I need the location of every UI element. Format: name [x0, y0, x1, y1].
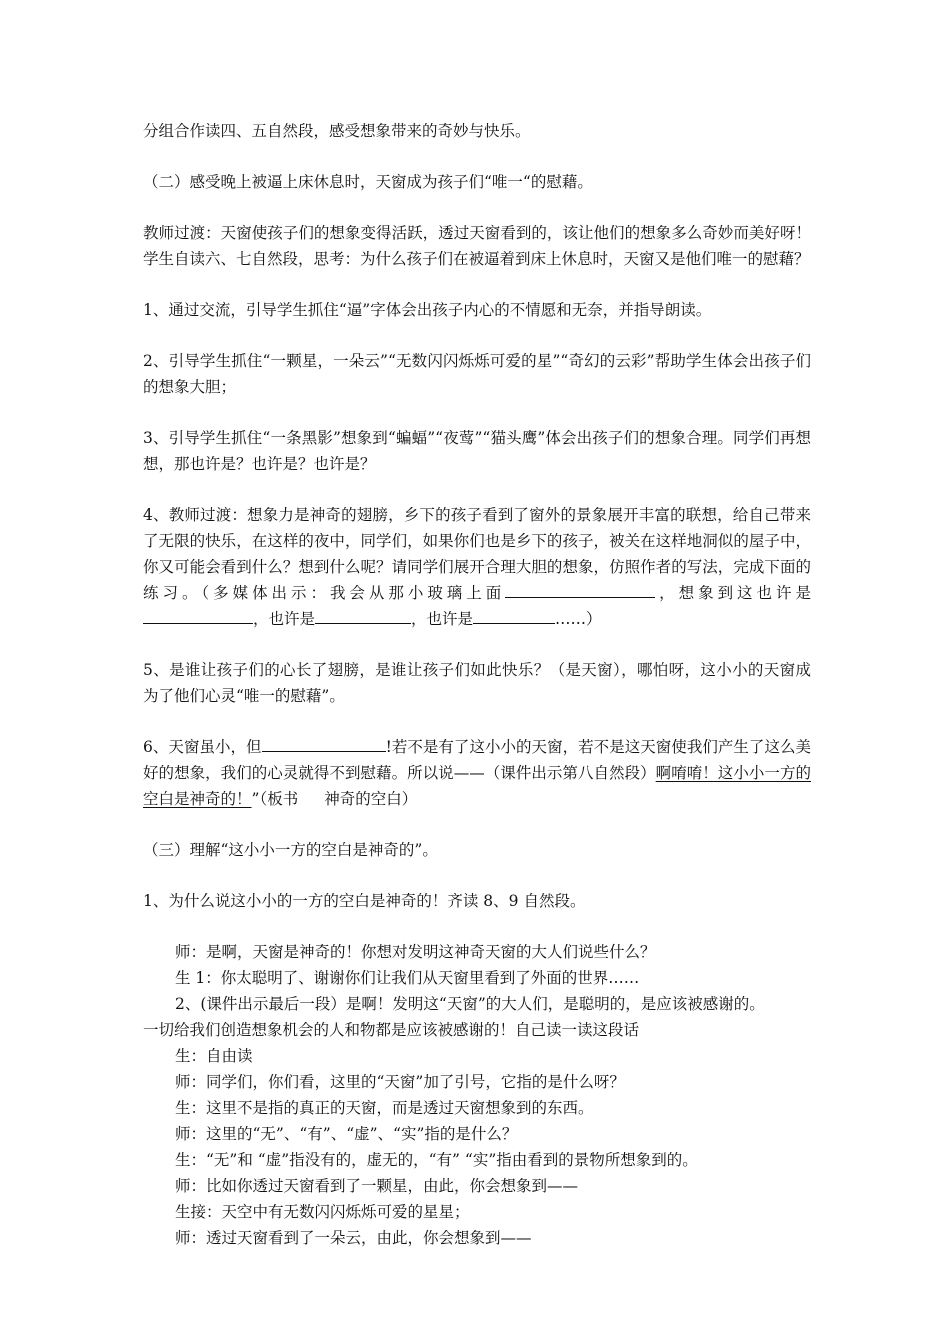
dialogue-line: 2、(课件出示最后一段）是啊！发明这“天窗”的大人们，是聪明的，是应该被感谢的。: [175, 995, 765, 1013]
section-heading-2: [143, 169, 811, 195]
dialogue-line: 生接：天空中有无数闪闪烁烁可爱的星星；: [175, 1203, 470, 1221]
list-item-7: [143, 888, 811, 914]
fill-in-blank-2: [143, 606, 253, 624]
list-item-4-text-c: ，也许是: [253, 610, 316, 628]
list-item-6-text-e: 神奇的空白）: [324, 790, 418, 808]
section-heading-3-text: （三）理解“这小小一方的空白是神奇的”。: [143, 841, 438, 859]
dialogue-line: 一切给我们创造想象机会的人和物都是应该被感谢的！自己读一读这段话: [143, 1021, 640, 1039]
underlined-quote: 啊唷唷！这小小一方的空白是神奇的！: [143, 764, 811, 808]
dialogue-line: 师：这里的“无”、“有”、“虚”、“实”指的是什么？: [175, 1125, 518, 1143]
paragraph-teacher-transition: [143, 220, 811, 272]
fill-in-blank-1: [505, 580, 655, 598]
list-item-7-text: 1、为什么说这小小的一方的空白是神奇的！齐读 8、9 自然段。: [143, 892, 586, 910]
list-item-4-text-d: ，也许是: [411, 610, 474, 628]
dialogue-line: 师：是啊，天窗是神奇的！你想对发明这神奇天窗的大人们说些什么？: [175, 943, 656, 961]
list-item-2: [143, 348, 811, 400]
list-item-6-text-d: ”（板书: [251, 790, 299, 808]
fill-in-blank-3: [315, 606, 411, 624]
list-item-4-text: 4、教师过渡：想象力是神奇的翅膀，乡下的孩子看到了窗外的景象展开丰富的联想，给自己带来了无限的快乐，在这样的夜中，同学们，如果你们也是乡下的孩子，被关在这样地洞似的屋子中，你又可能会看到什么？想到什么呢？请同学们展开合理大胆的想象，仿照作者的写法，完成下面的练习。（多媒体出示：我会从那小玻璃上面: [143, 506, 811, 602]
section-heading-3: [143, 837, 811, 863]
list-item-5-text: 5、是谁让孩子们的心长了翅膀，是谁让孩子们如此快乐？（是天窗），哪怕呀，这小小的天窗成为了他们心灵“唯一的慰藉”。: [143, 661, 811, 705]
dialogue-line: 生：“无”和 “虚”指没有的，虚无的，“有” “实”指由看到的景物所想象到的。: [175, 1151, 698, 1169]
paragraph-1-text: 分组合作读四、五自然段，感受想象带来的奇妙与快乐。: [143, 122, 531, 140]
list-item-3-text: 3、引导学生抓住“一条黑影”想象到“蝙蝠”“夜莺”“猫头鹰”体会出孩子们的想象合理。同学们再想想，那也许是？也许是？也许是？: [143, 429, 811, 473]
dialogue-block: [143, 939, 811, 1251]
list-item-4-text-e: ……）: [555, 610, 602, 628]
list-item-2-text: 2、引导学生抓住“一颗星，一朵云”“无数闪闪烁烁可爱的星”“奇幻的云彩”帮助学生体会出孩子们的想象大胆；: [143, 352, 811, 396]
dialogue-line: 师：同学们，你们看，这里的“天窗”加了引号，它指的是什么呀？: [175, 1073, 625, 1091]
list-item-1: [143, 297, 811, 323]
dialogue-line: 师：比如你透过天窗看到了一颗星，由此，你会想象到——: [175, 1177, 579, 1195]
list-item-1-text: 1、通过交流，引导学生抓住“逼”字体会出孩子内心的不情愿和无奈，并指导朗读。: [143, 301, 712, 319]
list-item-3: [143, 425, 811, 477]
paragraph-1: [143, 118, 811, 144]
dialogue-line: 师：透过天窗看到了一朵云，由此，你会想象到——: [175, 1229, 532, 1247]
fill-in-blank-4: [473, 606, 555, 624]
list-item-5: [143, 657, 811, 709]
document-body: [143, 118, 811, 1251]
section-heading-2-text: （二）感受晚上被逼上床休息时，天窗成为孩子们“唯一“的慰藉。: [143, 173, 593, 191]
fill-in-blank-5: [262, 734, 386, 752]
list-item-6: [143, 734, 811, 812]
dialogue-line: 生：这里不是指的真正的天窗，而是透过天窗想象到的东西。: [175, 1099, 594, 1117]
list-item-6-text-b: !若不是有了这小小的天窗，若不是这天窗使我们产生了这么美好的想象，我们的心灵就得不到慰藉。所以说——（课件出示第八自然段）: [143, 738, 811, 782]
paragraph-teacher-transition-text: 教师过渡：天窗使孩子们的想象变得活跃，透过天窗看到的，该让他们的想象多么奇妙而美好呀！学生自读六、七自然段，思考：为什么孩子们在被逼着到床上休息时，天窗又是他们唯一的慰藉？: [143, 224, 811, 268]
list-item-4: [143, 502, 811, 632]
dialogue-line: 生 1：你太聪明了、谢谢你们让我们从天窗里看到了外面的世界……: [175, 969, 640, 987]
dialogue-line: 生：自由读: [175, 1047, 253, 1065]
list-item-4-text-b: ，想象到这也许是: [655, 584, 811, 602]
list-item-6-text: 6、天窗虽小，但: [143, 738, 262, 756]
